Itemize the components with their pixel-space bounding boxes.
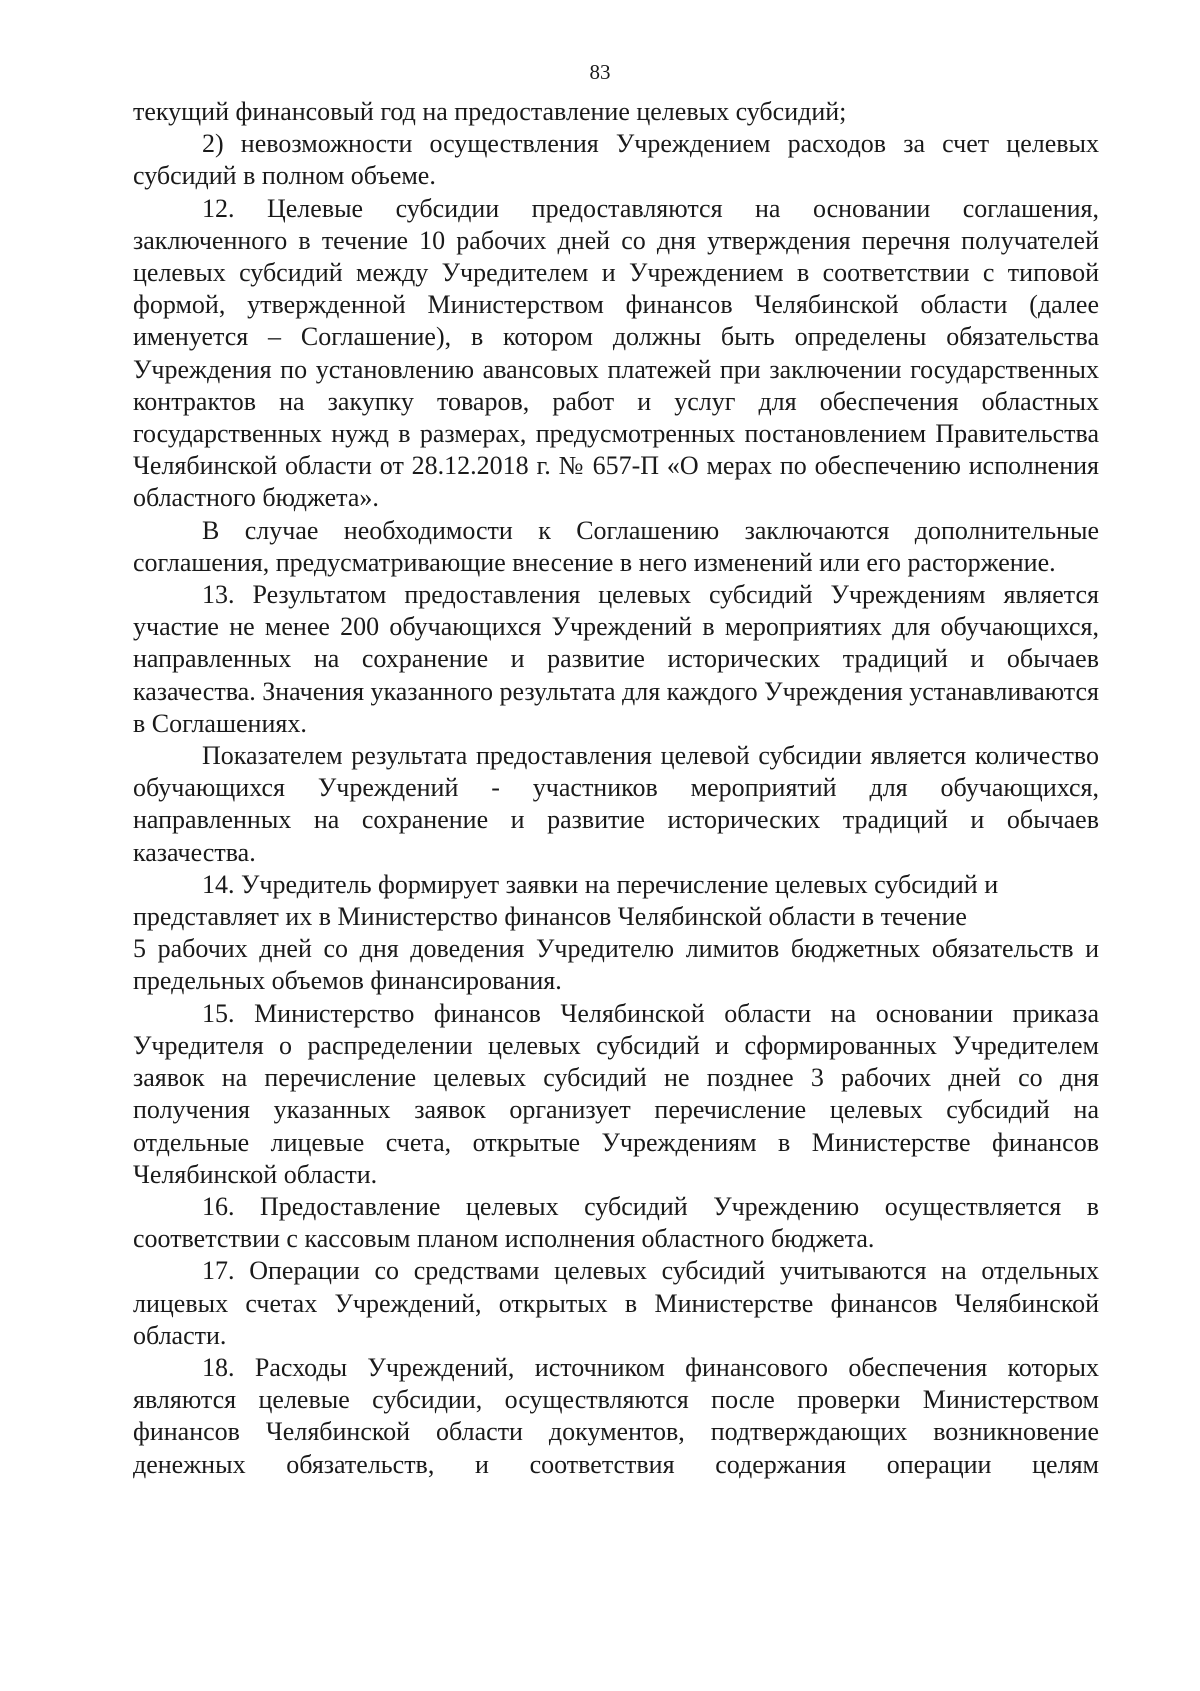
paragraph-16: 16. Предоставление целевых субсидий Учреждению осуществляется в соответствии с кассовым планом исполнения областного бюджета. [133,1191,1099,1254]
paragraph-15: 15. Министерство финансов Челябинской области на основании приказа Учредителя о распределении целевых субсидий и сформированных Учредителем заявок на перечисление целевых субсидий не позднее 3 рабочих дней со дня получения указанных заявок организует перечисление целевых субсидий на отдельные лицевые счета, открытые Учреждениям в Министерстве финансов Челябинской области. [133,998,1099,1189]
paragraph-12: 12. Целевые субсидии предоставляются на основании соглашения, заключенного в течение 10 рабочих дней со дня утверждения перечня получателей целевых субсидий между Учредителем и Учреждением в соответствии с типовой формой, утвержденной Министерством финансов Челябинской области (далее именуется – Соглашение), в котором должны быть определены обязательства Учреждения по установлению авансовых платежей при заключении государственных контрактов на закупку товаров, работ и услуг для обеспечения областных государственных нужд в размерах, предусмотренных постановлением Правительства Челябинской области от 28.12.2018 г. № 657-П «О мерах по обеспечению исполнения областного бюджета». [133,193,1099,513]
document-body [133,96,1099,1481]
paragraph-12-addendum: В случае необходимости к Соглашению заключаются дополнительные соглашения, предусматривающие внесение в него изменений или его расторжение. [133,515,1099,577]
paragraph-item-2: 2) невозможности осуществления Учреждением расходов за счет целевых субсидий в полном объеме. [133,129,1099,191]
paragraph-18: 18. Расходы Учреждений, источником финансового обеспечения которых являются целевые субсидии, осуществляются после проверки Министерством финансов Челябинской области документов, подтверждающих возникновение денежных обязательств, и соответствия содержания операции целям [133,1352,1099,1479]
paragraph-14: 14. Учредитель формирует заявки на перечисление целевых субсидий и представляет их в Министерство финансов Челябинской области в течение [133,869,999,932]
page-number: 83 [589,60,611,84]
paragraph-13-indicator: Показателем результата предоставления целевой субсидии является количество обучающихся Учреждений - участников мероприятий для обучающихся, направленных на сохранение и развитие исторических традиций и обычаев казачества. [133,741,1099,867]
paragraph-14-continued: 5 рабочих дней со дня доведения Учредителю лимитов бюджетных обязательств и предельных объемов финансирования. [133,934,1099,996]
paragraph-17: 17. Операции со средствами целевых субсидий учитываются на отдельных лицевых счетах Учреждений, открытых в Министерстве финансов Челябинской области. [133,1256,1099,1350]
paragraph-continuation: текущий финансовый год на предоставление целевых субсидий; [133,97,847,126]
paragraph-13: 13. Результатом предоставления целевых субсидий Учреждениям является участие не менее 200 обучающихся Учреждений в мероприятиях для обучающихся, направленных на сохранение и развитие исторических традиций и обычаев казачества. Значения указанного результата для каждого Учреждения устанавливаются в Соглашениях. [133,580,1099,738]
